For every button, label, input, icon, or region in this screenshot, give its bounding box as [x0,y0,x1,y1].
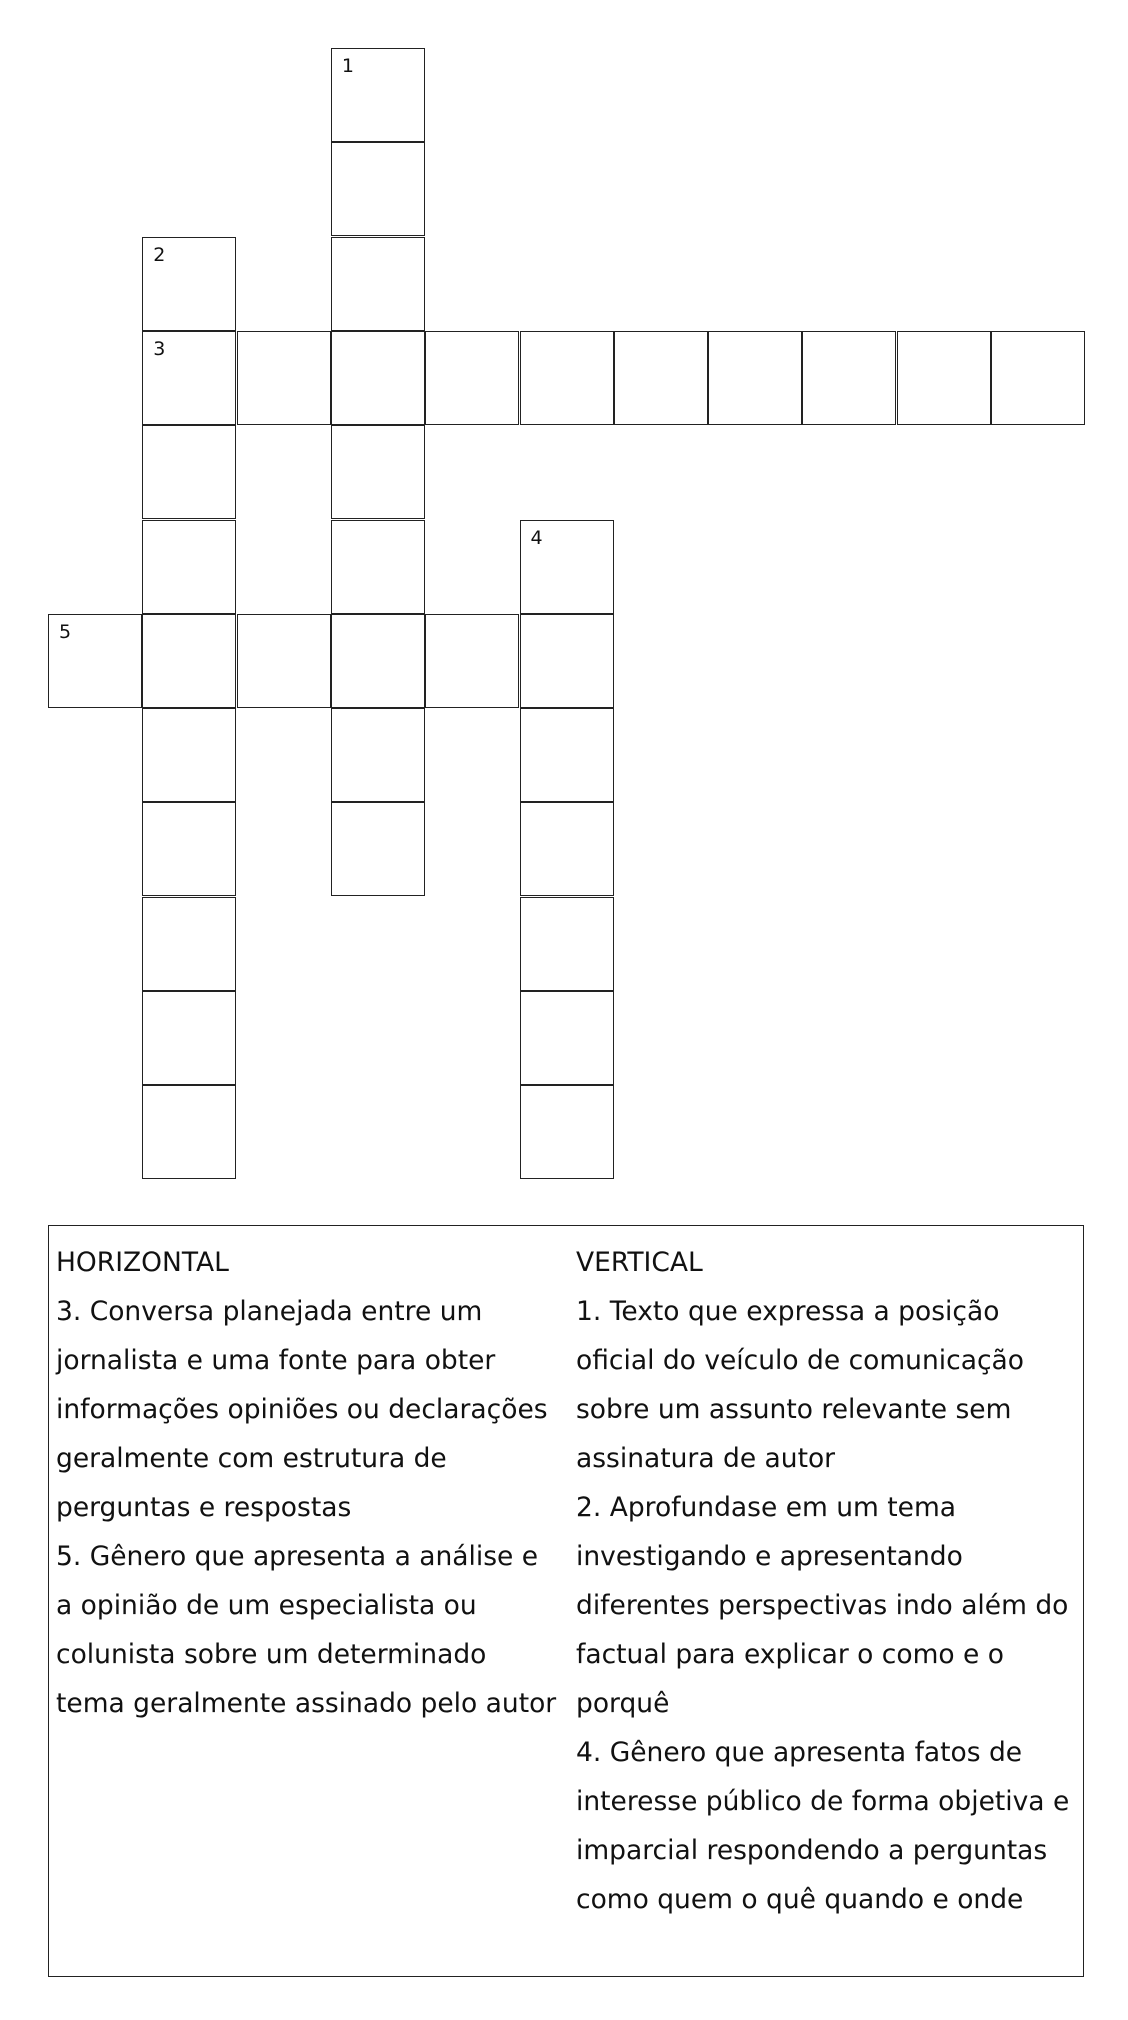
vertical-clue-line: interesse público de forma objetiva e [576,1786,1070,1817]
crossword-cell[interactable] [142,614,236,708]
clues-box [48,1225,1084,1977]
vertical-clue-line: diferentes perspectivas indo além do [576,1590,1069,1621]
vertical-heading: VERTICAL [576,1247,703,1278]
crossword-cell[interactable] [520,897,614,991]
crossword-cell[interactable] [991,331,1085,425]
crossword-cell[interactable] [331,331,425,425]
vertical-clue-line: 2. Aprofundase em um tema [576,1492,957,1523]
crossword-cell[interactable] [520,520,614,614]
horizontal-heading: HORIZONTAL [56,1247,229,1278]
crossword-cell[interactable] [48,614,142,708]
vertical-clue-line: porquê [576,1688,670,1719]
vertical-clue-line: assinatura de autor [576,1443,836,1474]
crossword-cell[interactable] [142,1085,236,1179]
crossword-cell[interactable] [331,425,425,519]
crossword-cell[interactable] [520,1085,614,1179]
clue-number: 1 [341,55,354,77]
crossword-cell[interactable] [520,614,614,708]
crossword-cell[interactable] [520,991,614,1085]
crossword-cell[interactable] [614,331,708,425]
crossword-cell[interactable] [708,331,802,425]
horizontal-clue-line: jornalista e uma fonte para obter [56,1345,496,1376]
vertical-clue-line: factual para explicar o como e o [576,1639,1004,1670]
crossword-cell[interactable] [142,991,236,1085]
clue-number: 2 [153,243,166,266]
crossword-cell[interactable] [331,614,425,708]
crossword-cell[interactable] [425,331,519,425]
clue-number: 3 [153,337,166,360]
crossword-cell[interactable] [425,614,519,708]
horizontal-clue-line: geralmente com estrutura de [56,1443,447,1474]
crossword-cell[interactable] [237,331,331,425]
crossword-cell[interactable] [520,708,614,802]
crossword-cell[interactable] [142,897,236,991]
vertical-clue-line: imparcial respondendo a perguntas [576,1835,1048,1866]
vertical-clue-line: investigando e apresentando [576,1541,963,1572]
crossword-cell[interactable] [520,331,614,425]
horizontal-clue-line: perguntas e respostas [56,1492,352,1523]
crossword-cell[interactable] [142,425,236,519]
crossword-cell[interactable] [520,802,614,896]
crossword-cell[interactable] [142,802,236,896]
crossword-cell[interactable] [897,331,991,425]
crossword-cell[interactable] [331,237,425,331]
horizontal-clue-line: a opinião de um especialista ou [56,1590,477,1621]
crossword-cell[interactable] [142,708,236,802]
crossword-cell[interactable] [142,520,236,614]
crossword-cell[interactable] [331,708,425,802]
vertical-clue-line: oficial do veículo de comunicação [576,1345,1024,1376]
horizontal-clue-line: informações opiniões ou declarações [56,1394,548,1425]
vertical-clue-line: 1. Texto que expressa a posição [576,1296,1000,1327]
horizontal-clue-line: 5. Gênero que apresenta a análise e [56,1541,539,1572]
horizontal-clue-line: 3. Conversa planejada entre um [56,1296,483,1327]
vertical-clue-line: como quem o quê quando e onde [576,1884,1024,1915]
clue-number: 5 [59,620,72,643]
clue-number: 4 [530,526,543,549]
horizontal-clues [56,1238,566,1728]
vertical-clues [576,1238,1086,1924]
crossword-cell[interactable] [331,142,425,236]
vertical-clue-line: 4. Gênero que apresenta fatos de [576,1737,1023,1768]
crossword-cell[interactable] [142,331,236,425]
horizontal-clue-line: tema geralmente assinado pelo autor [56,1688,557,1719]
crossword-cell[interactable] [331,48,425,142]
vertical-clue-line: sobre um assunto relevante sem [576,1394,1012,1425]
horizontal-clue-line: colunista sobre um determinado [56,1639,487,1670]
crossword-cell[interactable] [237,614,331,708]
crossword-cell[interactable] [142,237,236,331]
crossword-cell[interactable] [802,331,896,425]
crossword-cell[interactable] [331,520,425,614]
crossword-cell[interactable] [331,802,425,896]
